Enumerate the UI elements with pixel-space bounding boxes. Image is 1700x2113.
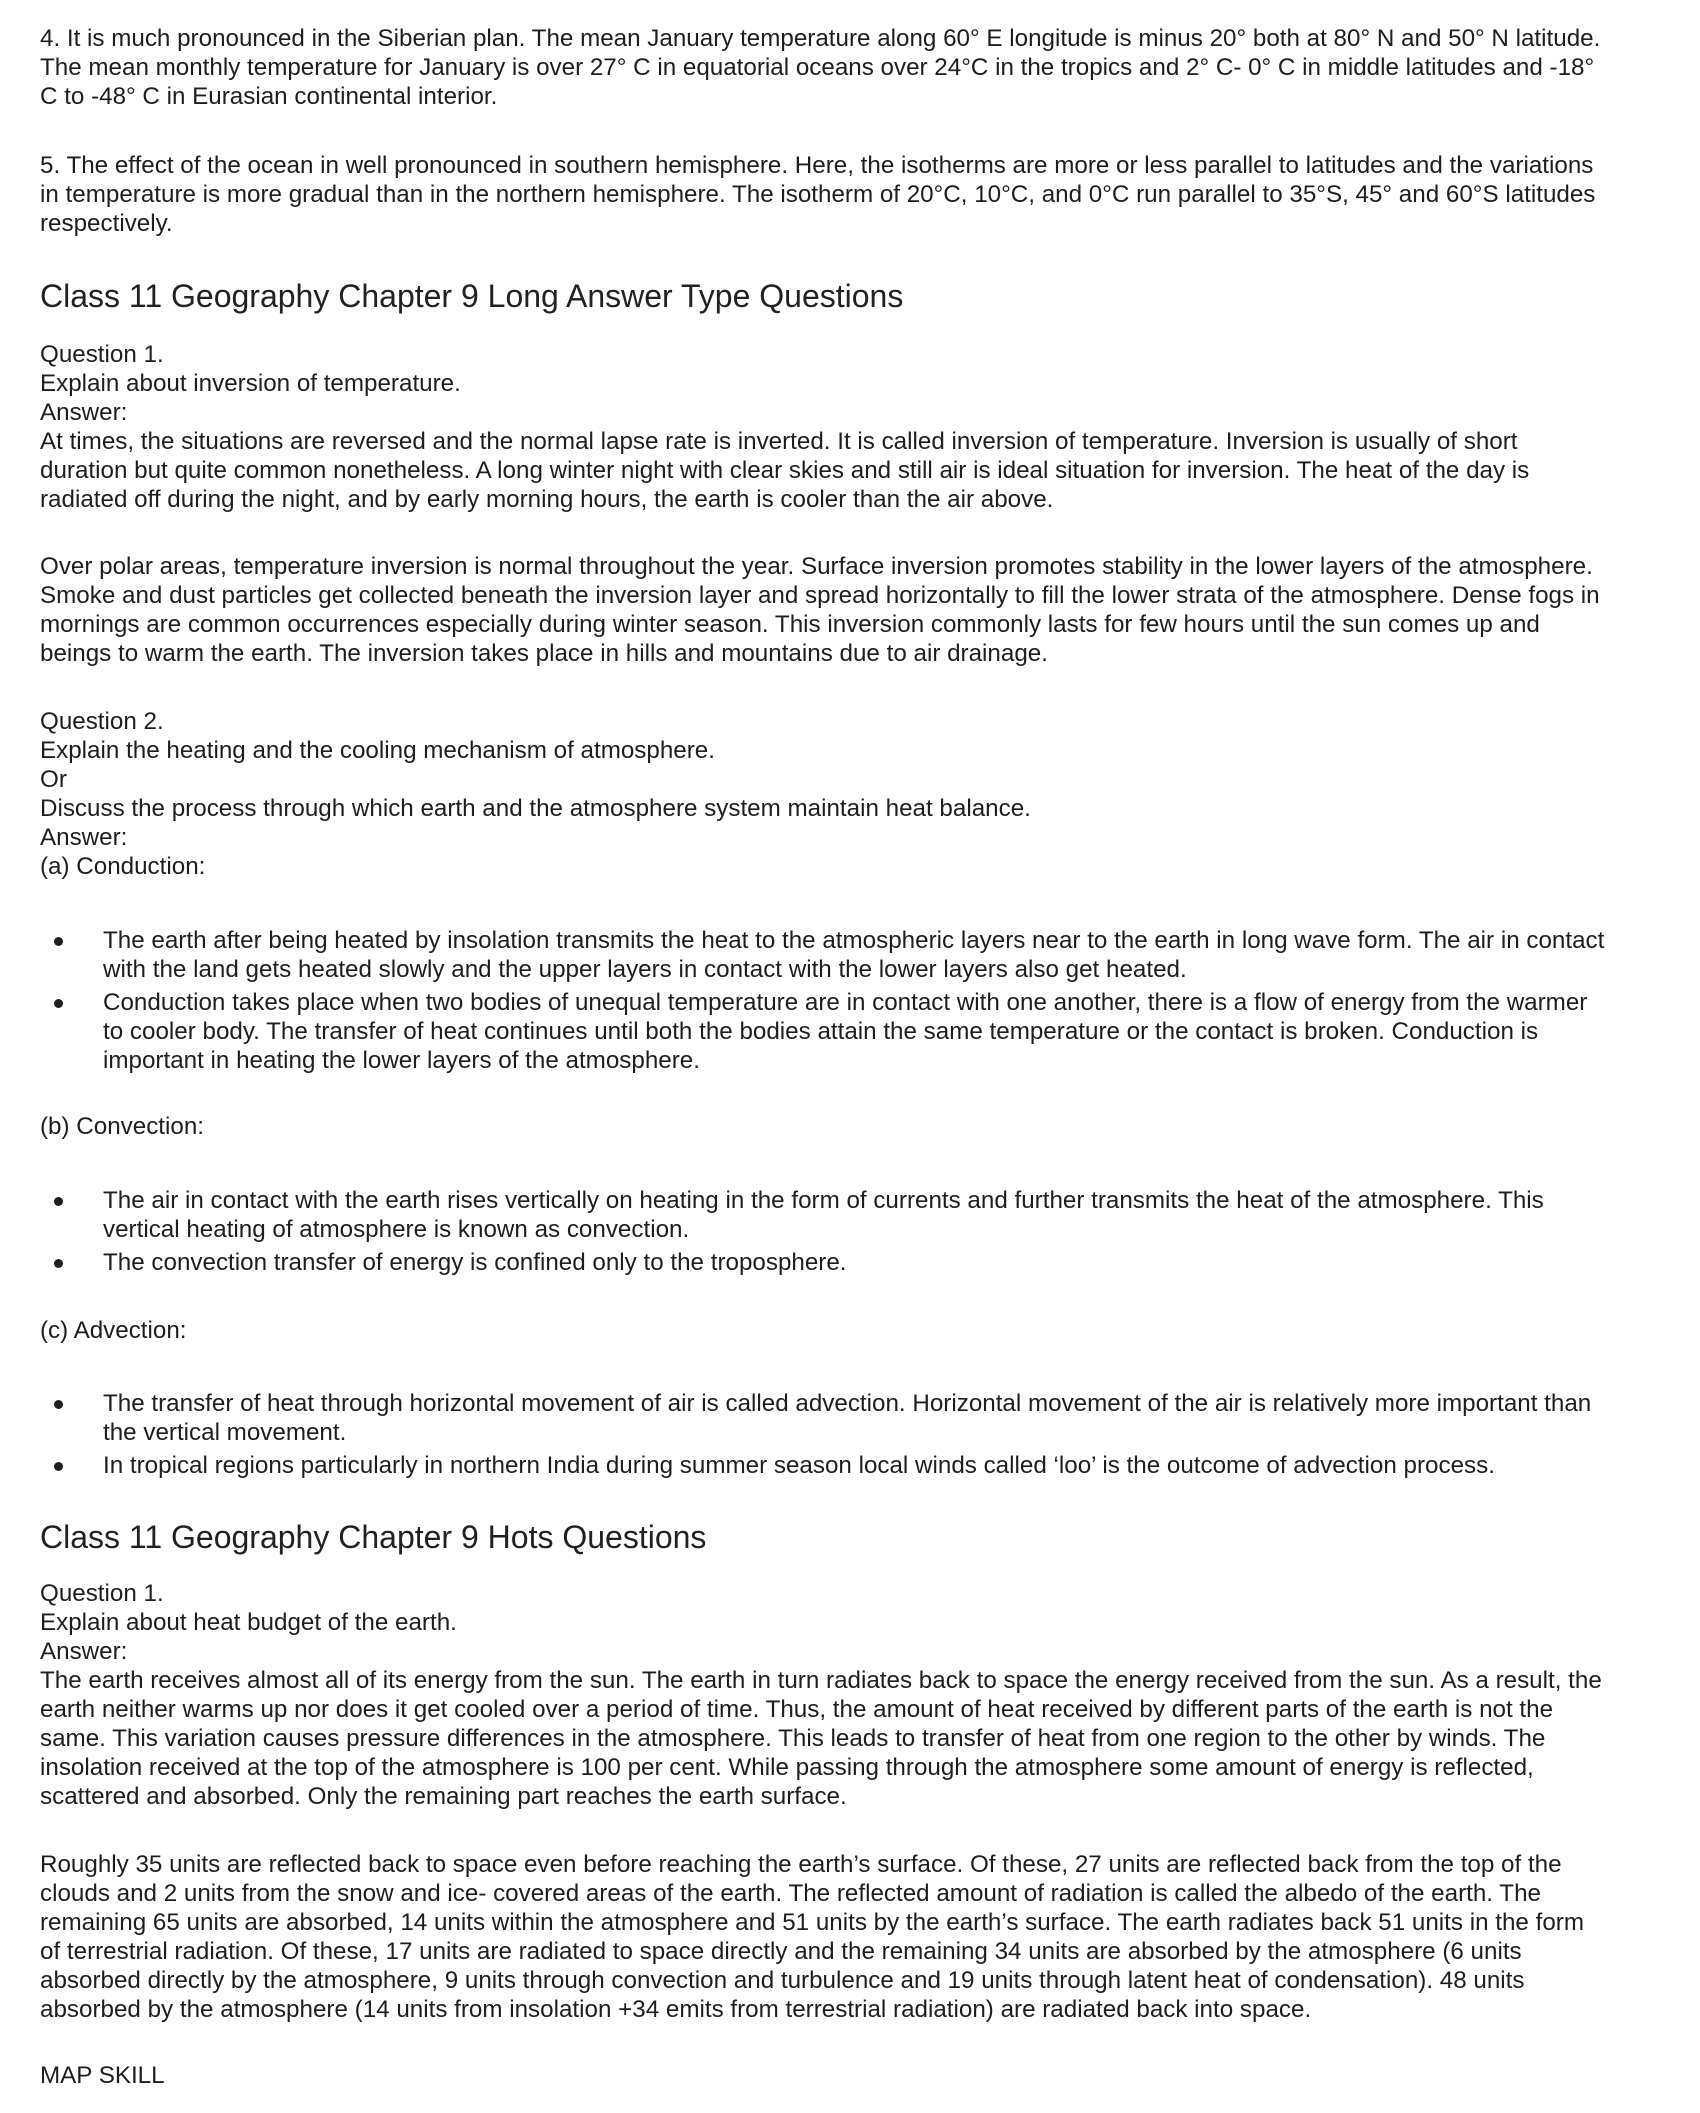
text-line: The transfer of heat through horizontal movement of air is called advection. Horizontal movement of the air is relatively more important than	[103, 1390, 1592, 1417]
text-line: beings to warm the earth. The inversion takes place in hills and mountains due to air drainage.	[40, 640, 1048, 667]
text-line: The earth receives almost all of its energy from the sun. The earth in turn radiates back to space the energy received from the sun. As a result, the	[40, 1667, 1602, 1694]
bullet-icon	[54, 1197, 63, 1206]
conduction-bullet-list	[40, 926, 1680, 1079]
heading-hots: Class 11 Geography Chapter 9 Hots Questions	[40, 1519, 707, 1555]
answer-label: Answer:	[40, 1638, 128, 1665]
list-item	[40, 1389, 1680, 1447]
text-line: insolation received at the top of the atmosphere is 100 per cent. While passing through the atmosphere some amount of energy is reflected,	[40, 1754, 1534, 1781]
text-line: with the land gets heated slowly and the upper layers in contact with the lower layers also get heated.	[103, 956, 1187, 983]
text-line: C to -48° C in Eurasian continental interior.	[40, 83, 498, 110]
question-text: Explain about heat budget of the earth.	[40, 1609, 457, 1636]
question-number: Question 1.	[40, 341, 164, 368]
long-q1-paragraph-2	[40, 552, 1680, 668]
list-item	[40, 1186, 1680, 1244]
text-line: remaining 65 units are absorbed, 14 units within the atmosphere and 51 units by the earth’s surface. The earth radiates back 51 units in the form	[40, 1909, 1584, 1936]
question-text-alt: Discuss the process through which earth and the atmosphere system maintain heat balance.	[40, 795, 1031, 822]
hots-q1-paragraph-2	[40, 1850, 1680, 2024]
bullet-icon	[54, 1400, 63, 1409]
long-q1-prompt	[40, 340, 1680, 514]
text-line: At times, the situations are reversed and the normal lapse rate is inverted. It is called inversion of temperature. Inversion is usually of short	[40, 428, 1518, 455]
text-line: respectively.	[40, 210, 173, 237]
question-number: Question 1.	[40, 1580, 164, 1607]
subheading-convection	[40, 1112, 1680, 1141]
advection-bullet-list	[40, 1389, 1680, 1484]
list-item	[40, 926, 1680, 984]
text-line: The air in contact with the earth rises vertically on heating in the form of currents and further transmits the heat of the atmosphere. This	[103, 1187, 1544, 1214]
text-line: 4. It is much pronounced in the Siberian plan. The mean January temperature along 60° E longitude is minus 20° both at 80° N and 50° N latitude.	[40, 25, 1601, 52]
text-line: 5. The effect of the ocean in well pronounced in southern hemisphere. Here, the isotherms are more or less parallel to latitudes and the variations	[40, 152, 1594, 179]
answer-label: Answer:	[40, 399, 128, 426]
bullet-icon	[54, 1259, 63, 1268]
text-line: important in heating the lower layers of the atmosphere.	[103, 1047, 700, 1074]
text-line: vertical heating of atmosphere is known as convection.	[103, 1216, 690, 1243]
text-line: radiated off during the night, and by early morning hours, the earth is cooler than the air above.	[40, 486, 1054, 513]
convection-bullet-list	[40, 1186, 1680, 1281]
text-line: mornings are common occurrences especially during winter season. This inversion commonly lasts for few hours until the sun comes up and	[40, 611, 1540, 638]
subheading-advection	[40, 1316, 1680, 1345]
list-item	[40, 988, 1680, 1075]
bullet-icon	[54, 1462, 63, 1471]
text-line: In tropical regions particularly in northern India during summer season local winds called ‘loo’ is the outcome of advection process.	[103, 1452, 1495, 1479]
text-line: duration but quite common nonetheless. A long winter night with clear skies and still air is ideal situation for inversion. The heat of the day is	[40, 457, 1530, 484]
text-line: to cooler body. The transfer of heat continues until both the bodies attain the same temperature or the contact is broken. Conduction is	[103, 1018, 1539, 1045]
question-number: Question 2.	[40, 708, 164, 735]
list-item	[40, 1248, 1680, 1277]
hots-q1-prompt	[40, 1579, 1680, 1811]
long-q2-prompt	[40, 707, 1680, 881]
text-line: in temperature is more gradual than in the northern hemisphere. The isotherm of 20°C, 10°C, and 0°C run parallel to 35°S, 45° and 60°S latitudes	[40, 181, 1596, 208]
list-item	[40, 1451, 1680, 1480]
question-text: Explain the heating and the cooling mechanism of atmosphere.	[40, 737, 715, 764]
paragraph-point-5	[40, 151, 1680, 238]
text-line: the vertical movement.	[103, 1419, 347, 1446]
text-line: The earth after being heated by insolation transmits the heat to the atmospheric layers near to the earth in long wave form. The air in contact	[103, 927, 1605, 954]
map-skill-label	[40, 2061, 1680, 2090]
bullet-icon	[54, 937, 63, 946]
answer-label: Answer:	[40, 824, 128, 851]
text-line: Over polar areas, temperature inversion is normal throughout the year. Surface inversion promotes stability in the lower layers of the atmosphere.	[40, 553, 1593, 580]
text-line: earth neither warms up nor does it get cooled over a period of time. Thus, the amount of heat received by different parts of the earth is not the	[40, 1696, 1554, 1723]
text-line: same. This variation causes pressure differences in the atmosphere. This leads to transfer of heat from one region to the other by winds. The	[40, 1725, 1546, 1752]
text-line: absorbed directly by the atmosphere, 9 units through convection and turbulence and 19 units through latent heat of condensation). 48 units	[40, 1967, 1525, 1994]
text-line: absorbed by the atmosphere (14 units from insolation +34 emits from terrestrial radiation) are radiated back into space.	[40, 1996, 1312, 2023]
question-text: Explain about inversion of temperature.	[40, 370, 461, 397]
text-line: (c) Advection:	[40, 1317, 187, 1344]
text-line: Smoke and dust particles get collected beneath the inversion layer and spread horizontally to fill the lower strata of the atmosphere. Dense fogs in	[40, 582, 1600, 609]
text-line: Conduction takes place when two bodies of unequal temperature are in contact with one another, there is a flow of energy from the warmer	[103, 989, 1588, 1016]
text-line: of terrestrial radiation. Of these, 17 units are radiated to space directly and the remaining 34 units are absorbed by the atmosphere (6 units	[40, 1938, 1522, 1965]
paragraph-point-4	[40, 24, 1680, 111]
text-line: (b) Convection:	[40, 1113, 205, 1140]
text-line: MAP SKILL	[40, 2062, 165, 2089]
text-line: scattered and absorbed. Only the remaining part reaches the earth surface.	[40, 1783, 847, 1810]
heading-long-answer: Class 11 Geography Chapter 9 Long Answer Type Questions	[40, 278, 904, 314]
or-label: Or	[40, 766, 67, 793]
text-line: The mean monthly temperature for January is over 27° C in equatorial oceans over 24°C in the tropics and 2° C- 0° C in middle latitudes and -18°	[40, 54, 1595, 81]
text-line: Roughly 35 units are reflected back to space even before reaching the earth’s surface. Of these, 27 units are reflected back from the top of the	[40, 1851, 1562, 1878]
subheading-conduction: (a) Conduction:	[40, 853, 206, 880]
text-line: clouds and 2 units from the snow and ice- covered areas of the earth. The reflected amount of radiation is called the albedo of the earth. The	[40, 1880, 1541, 1907]
bullet-icon	[54, 999, 63, 1008]
text-line: The convection transfer of energy is confined only to the troposphere.	[103, 1249, 847, 1276]
